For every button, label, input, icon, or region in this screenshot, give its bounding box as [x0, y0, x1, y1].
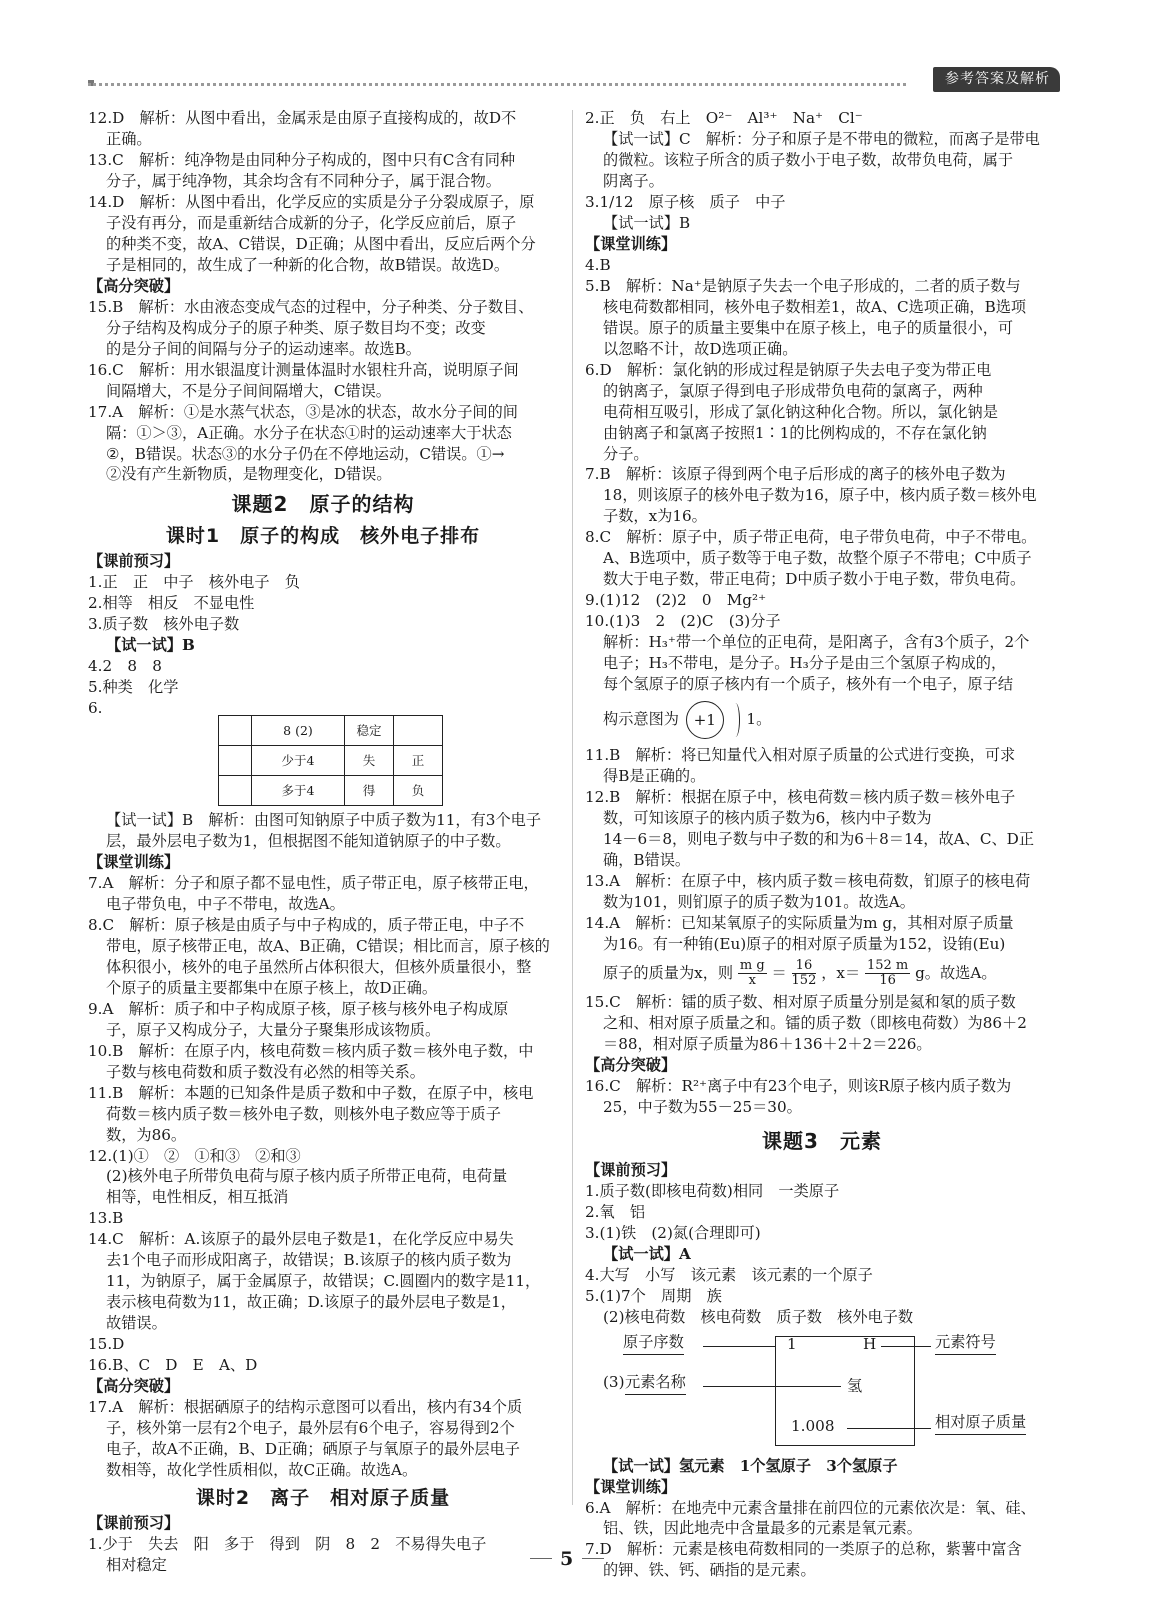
- table-row: [219, 776, 443, 806]
- answer-6-cont: 的钠离子，氯原子得到电子形成带负电荷的氯离子，两种: [603, 381, 983, 400]
- answer-14-cont: 子没有再分，而是重新结合成新的分子，化学反应前后，原子: [106, 213, 517, 232]
- answer-16-cont: 间隔增大，不是分子间间隔增大，C错误。: [106, 381, 391, 400]
- electron-table: [218, 715, 443, 806]
- answer-11: 11.B 解析：本题的已知条件是质子数和中子数，在原子中，核电: [88, 1083, 534, 1102]
- answer-6-cont: 分子。: [603, 444, 649, 463]
- answer-12b: 12.(1)① ② ①和③ ②和③: [88, 1146, 301, 1165]
- formula-text: 原子的质量为x，则: [603, 963, 734, 982]
- left-column: [88, 108, 558, 1576]
- preview-4c: 4.大写 小写 该元素 该元素的一个原子: [585, 1265, 873, 1284]
- connector-line: [847, 1428, 931, 1429]
- answer-15c: 15.C 解析：镭的质子数、相对原子质量分别是氦和氡的质子数: [585, 993, 1016, 1012]
- section-label: 【课堂训练】: [585, 1477, 677, 1496]
- answer-7b-cont: 18，则该原子的核外电子数为16，原子中，核内质子数＝核外电: [603, 486, 1037, 505]
- answer-17-cont: ②没有产生新物质，是物理变化，D错误。: [106, 465, 392, 484]
- section-label: 【课前预习】: [585, 1160, 677, 1179]
- answer-12-cont: 正确。: [106, 129, 152, 148]
- answer-10b-cont: 解析：H₃⁺带一个单位的正电荷，是阳离子，含有3个质子，2个: [603, 633, 1030, 652]
- page-number-rule: [530, 1558, 552, 1559]
- table-cell: 正: [394, 746, 443, 776]
- fraction-den: 152: [791, 973, 817, 989]
- answer-13-cont: 分子，属于纯净物，其余均含有不同种分子，属于混合物。: [106, 171, 501, 190]
- answer-9b: 9.(1)12 (2)2 0 Mg²⁺: [585, 591, 767, 610]
- answer-17b-cont: 子，核外第一层有2个电子，最外层有6个电子，容易得到2个: [106, 1419, 515, 1438]
- answer-14b-cont: 去1个电子而形成阳离子，故错误；B.该原子的核内质子数为: [106, 1251, 512, 1270]
- preview-5: 5.种类 化学: [88, 678, 179, 697]
- section-label: 【高分突破】: [88, 276, 180, 295]
- answer-13c-cont: 数为101，则钔原子的质子数为101。故选A。: [603, 892, 915, 911]
- answer-12: 12.D 解析：从图中看出，金属汞是由原子直接构成的，故D不: [88, 109, 517, 127]
- diagram-tail: 1。: [746, 710, 772, 729]
- table-cell: 少于4: [252, 746, 345, 776]
- preview-6: 6.: [88, 699, 103, 718]
- answer-13: 13.C 解析：纯净物是由同种分子构成的，图中只有C含有同种: [88, 150, 516, 169]
- answer-9: 9.A 解析：质子和中子构成原子核，原子核与核外电子构成原: [88, 999, 509, 1018]
- answer-12c: 12.B 解析：根据在原子中，核电荷数＝核内质子数＝核外电子: [585, 788, 1016, 807]
- answer-17b-cont: 数相等，故化学性质相似，故C正确。故选A。: [106, 1461, 418, 1480]
- answer-14-cont: 的种类不变，故A、C错误，D正确；从图中看出，反应后两个分: [106, 234, 536, 253]
- answer-8b: 8.C 解析：原子中，质子带正电荷，电子带负电荷，中子不带电。: [585, 528, 1037, 547]
- answer-12c-cont: 确，B错误。: [603, 850, 691, 869]
- answer-14c: 14.A 解析：已知某氧原子的实际质量为m g，其相对原子质量: [585, 913, 1014, 932]
- topic-title: 课题3 元素: [762, 1129, 882, 1154]
- answer-10b-cont: 电子；H₃不带电，是分子。H₃分子是由三个氢原子构成的，: [603, 654, 1007, 673]
- answer-8b-cont: 数大于电子数，带正电荷；D中质子数小于电子数，带负电荷。: [603, 570, 1026, 589]
- answer-12b-cont: (2)核外电子所带负电荷与原子核内质子所带正电荷，电荷量: [106, 1167, 508, 1186]
- answer-7: 7.A 解析：分子和原子都不显电性，质子带正电，原子核带正电，: [88, 873, 539, 892]
- answer-12c-cont: 数，可知该原子的核内质子数为6，核内中子数为: [603, 809, 932, 828]
- connector-line: [881, 1346, 931, 1347]
- answer-5-cont: 核电荷数都相同，核外电子数相差1，故A、C选项正确，B选项: [603, 297, 1027, 316]
- formula-text: g。故选A。: [915, 963, 997, 982]
- section-label: 【高分突破】: [585, 1056, 677, 1075]
- formula-text: ，x＝: [821, 963, 861, 982]
- atomic-mass-value: 1.008: [791, 1416, 835, 1435]
- answer-6c-cont: 铝、铁，因此地壳中含量最多的元素是氧元素。: [603, 1519, 922, 1538]
- table-row: [219, 746, 443, 776]
- try-it: 【试一试】B: [603, 213, 691, 232]
- answer-15b: 15.D: [88, 1335, 125, 1354]
- answer-7b: 7.B 解析：该原子得到两个电子后形成的离子的核外电子数为: [585, 465, 1006, 484]
- answer-11b: 11.B 解析：将已知量代入相对原子质量的公式进行变换，可求: [585, 746, 1016, 765]
- answer-4: 4.B: [585, 255, 611, 274]
- column-divider: [572, 110, 573, 1505]
- answer-7c: 7.D 解析：元素是核电荷数相同的一类原子的总称，紫薯中富含: [585, 1540, 1022, 1559]
- table-cell: 负: [394, 776, 443, 806]
- lesson-title: 课时2 离子 相对原子质量: [195, 1487, 451, 1509]
- fraction-num: m g: [739, 957, 765, 973]
- preview-5c: 5.(1)7个 周期 族: [585, 1286, 722, 1305]
- answer-7-cont: 电子带负电，中子不带电，故选A。: [106, 894, 345, 913]
- answer-13b: 13.B: [88, 1209, 124, 1228]
- atomic-mass-label: 相对原子质量: [935, 1412, 1026, 1435]
- answer-6c: 6.A 解析：在地壳中元素含量排在前四位的元素依次是：氧、硅、: [585, 1498, 1036, 1517]
- fraction-num: 16: [792, 959, 817, 974]
- header-rule: [88, 83, 906, 86]
- answer-17-cont: ②，B错误。状态③的水分子仍在不停地运动，C错误。①→: [106, 444, 505, 463]
- preview-2b: 2.正 负 右上 O²⁻ Al³⁺ Na⁺ Cl⁻: [585, 109, 863, 127]
- try-it-cont: 阴离子。: [603, 171, 664, 190]
- answer-5-cont: 错误。原子的质量主要集中在原子核上，电子的质量很小，可: [603, 318, 1014, 337]
- try-it: 【试一试】C 解析：分子和原子是不带电的微粒，而离子是带电: [603, 129, 1040, 148]
- answer-15: 15.B 解析：水由液态变成气态的过程中，分子种类、分子数目、: [88, 297, 534, 316]
- answer-10b-cont: 每个氢原子的原子核内有一个质子，核外有一个电子，原子结: [603, 675, 1014, 694]
- try-it-explain: 【试一试】B 解析：由图可知钠原子中质子数为11，有3个电子: [106, 811, 542, 829]
- answer-17-cont: 隔：①＞③，A正确。水分子在状态①时的运动速率大于状态: [106, 423, 512, 442]
- answer-5-cont: 以忽略不计，故D选项正确。: [603, 339, 798, 358]
- answer-11-cont: 荷数＝核内质子数＝核外电子数，则核外电子数应等于质子: [106, 1104, 501, 1123]
- answer-8-cont: 体积很小，核外的电子虽然所占体积很大，但核外质量很小，整: [106, 957, 532, 976]
- preview-4: 4.2 8 8: [88, 657, 162, 676]
- element-name-label: 元素名称: [625, 1372, 686, 1395]
- preview-1b-cont: 相对稳定: [106, 1556, 167, 1575]
- section-label: 【课堂训练】: [88, 852, 180, 871]
- table-cell: [219, 716, 252, 746]
- answer-15-cont: 的是分子间的间隔与分子的运动速率。故选B。: [106, 339, 421, 358]
- preview-1b: 1.少于 失去 阳 多于 得到 阴 8 2 不易得失电子: [88, 1535, 487, 1554]
- atom-nucleus-icon: +1: [686, 701, 724, 739]
- preview-3: 3.质子数 核外电子数: [88, 615, 240, 634]
- fraction-num: 152 m: [866, 957, 909, 973]
- preview-1: 1.正 正 中子 核外电子 负: [88, 573, 300, 592]
- fraction: [865, 959, 910, 989]
- fraction-den: x: [748, 973, 756, 989]
- connector-line: [703, 1386, 841, 1387]
- table-row: [219, 716, 443, 746]
- element-name-value: 氢: [847, 1376, 863, 1395]
- answer-13c: 13.A 解析：在原子中，核内质子数＝核电荷数，钔原子的核电荷: [585, 871, 1031, 890]
- header-tag: 参考答案及解析: [933, 67, 1060, 92]
- atomic-number-label: 原子序数: [623, 1332, 684, 1355]
- answer-6-cont: 电荷相互吸引，形成了氯化钠这种化合物。所以，氯化钠是: [603, 402, 998, 421]
- answer-14b: 14.C 解析：A.该原子的最外层电子数是1，在化学反应中易失: [88, 1230, 514, 1249]
- table-cell: [219, 746, 252, 776]
- preview-3c: 3.(1)铁 (2)氮(合理即可): [585, 1223, 761, 1242]
- answer-8: 8.C 解析：原子核是由质子与中子构成的，质子带正电，中子不: [88, 915, 525, 934]
- section-label: 【高分突破】: [88, 1377, 180, 1396]
- atomic-number-value: 1: [787, 1334, 797, 1353]
- answer-17b: 17.A 解析：根据硒原子的结构示意图可以看出，核内有34个质: [88, 1398, 523, 1417]
- answer-16c-cont: 25，中子数为55－25＝30。: [603, 1098, 802, 1117]
- answer-14b-cont: 故错误。: [106, 1314, 167, 1333]
- table-cell: 失: [345, 746, 394, 776]
- answer-9-cont: 子，原子又构成分子，大量分子聚集形成该物质。: [106, 1020, 441, 1039]
- table-cell: 得: [345, 776, 394, 806]
- answer-8-cont: 带电，原子核带正电，故A、B正确，C错误；相比而言，原子核的: [106, 936, 550, 955]
- answer-7c-cont: 的钾、铁、钙、硒指的是元素。: [603, 1561, 816, 1580]
- answer-14: 14.D 解析：从图中看出，化学反应的实质是分子分裂成原子，原: [88, 192, 535, 211]
- table-cell: 稳定: [345, 716, 394, 746]
- item-number: (3): [603, 1372, 625, 1391]
- table-cell: [394, 716, 443, 746]
- table-cell: 8 (2): [252, 716, 345, 746]
- section-label: 【课前预习】: [88, 552, 180, 571]
- answer-15c-cont: 之和、相对原子质量之和。镭的质子数（即核电荷数）为86＋2: [603, 1014, 1027, 1033]
- answer-16c: 16.C 解析：R²⁺离子中有23个电子，则该R原子核内质子数为: [585, 1077, 1012, 1096]
- preview-1c: 1.质子数(即核电荷数)相同 一类原子: [585, 1181, 840, 1200]
- answer-14-cont: 子是相同的，故生成了一种新的化合物，故B错误。故选D。: [106, 255, 510, 274]
- answer-10b: 10.(1)3 2 (2)C (3)分子: [585, 612, 781, 631]
- diagram-caption: 构示意图为: [603, 710, 679, 729]
- topic-title: 课题2 原子的结构: [231, 492, 415, 517]
- answer-14c-formula: [585, 959, 1059, 989]
- preview-2: 2.相等 相反 不显电性: [88, 594, 255, 613]
- answer-17b-cont: 电子，故A不正确，B、D正确；硒原子与氧原子的最外层电子: [106, 1440, 520, 1459]
- answer-15c-cont: ＝88，相对原子质量为86＋136＋2＋2＝226。: [603, 1035, 932, 1054]
- element-symbol-value: H: [863, 1334, 877, 1353]
- answer-12b-cont: 相等，电性相反，相互抵消: [106, 1188, 289, 1207]
- lesson-title: 课时1 原子的构成 核外电子排布: [165, 525, 481, 548]
- formula-eq: ＝: [771, 963, 787, 982]
- answer-15-cont: 分子结构及构成分子的原子种类、原子数目均不变；改变: [106, 318, 486, 337]
- try-it-cont: 层，最外层电子数为1，但根据图不能知道钠原子的中子数。: [106, 831, 511, 850]
- answer-8-cont: 个原子的质量主要都集中在原子核上，故D正确。: [106, 978, 438, 997]
- preview-2c: 2.氧 铝: [585, 1202, 646, 1221]
- element-symbol-label: 元素符号: [935, 1332, 996, 1355]
- try-it: 【试一试】B: [106, 636, 195, 655]
- try-it-cont: 的微粒。该粒子所含的质子数小于电子数，故带负电荷，属于: [603, 150, 1014, 169]
- answer-14c-cont: 为16。有一种铕(Eu)原子的相对原子质量为152，设铕(Eu): [603, 934, 1006, 953]
- answer-10b-diagram-line: [585, 701, 1059, 739]
- electron-shell-arc-icon: [731, 703, 740, 737]
- section-label: 【课堂训练】: [585, 234, 677, 253]
- try-it: 【试一试】氢元素 1个氢原子 3个氢原子: [603, 1456, 898, 1475]
- answer-6: 6.D 解析：氯化钠的形成过程是钠原子失去电子变为带正电: [585, 360, 992, 379]
- preview-3b: 3.1/12 原子核 质子 中子: [585, 192, 786, 211]
- answer-14b-cont: 表示核电荷数为11，故正确；D.该原子的最外层电子数是1，: [106, 1293, 516, 1312]
- table-cell: [219, 776, 252, 806]
- answer-12c-cont: 14－6＝8，则电子数与中子数的和为6＋8＝14，故A、C、D正: [603, 830, 1035, 848]
- preview-5c-cont: (2)核电荷数 核电荷数 质子数 核外电子数: [603, 1307, 914, 1326]
- answer-6-cont: 由钠离子和氯离子按照1∶1的比例构成的，不存在氯化钠: [603, 423, 987, 442]
- section-label: 【课前预习】: [88, 1514, 180, 1533]
- page-number: 5: [560, 1548, 574, 1570]
- element-card-diagram: [585, 1332, 1059, 1452]
- connector-line: [703, 1346, 775, 1347]
- answer-11b-cont: 得B是正确的。: [603, 767, 706, 786]
- table-cell: 多于4: [252, 776, 345, 806]
- answer-5: 5.B 解析：Na⁺是钠原子失去一个电子形成的，二者的质子数与: [585, 276, 1021, 295]
- answer-14b-cont: 11，为钠原子，属于金属原子，故错误；C.圆圈内的数字是11，: [106, 1272, 541, 1291]
- answer-16: 16.C 解析：用水银温度计测量体温时水银柱升高，说明原子间: [88, 360, 519, 379]
- try-it: 【试一试】A: [603, 1244, 691, 1263]
- fraction: [792, 959, 817, 989]
- answer-10-cont: 子数与核电荷数和质子数没有必然的相等关系。: [106, 1062, 425, 1081]
- answer-17: 17.A 解析：①是水蒸气状态，③是冰的状态，故水分子间的间: [88, 402, 518, 421]
- answer-8b-cont: A、B选项中，质子数等于电子数，故整个原子不带电；C中质子: [603, 549, 1032, 568]
- answer-11-cont: 数，为86。: [106, 1125, 187, 1144]
- fraction: [738, 959, 767, 989]
- answer-7b-cont: 子数，x为16。: [603, 507, 707, 526]
- answer-16b: 16.B、C D E A、D: [88, 1356, 258, 1375]
- right-column: [585, 108, 1059, 1581]
- fraction-den: 16: [879, 973, 896, 989]
- page-number-rule: [582, 1558, 604, 1559]
- answer-10: 10.B 解析：在原子内，核电荷数＝核内质子数＝核外电子数，中: [88, 1041, 534, 1060]
